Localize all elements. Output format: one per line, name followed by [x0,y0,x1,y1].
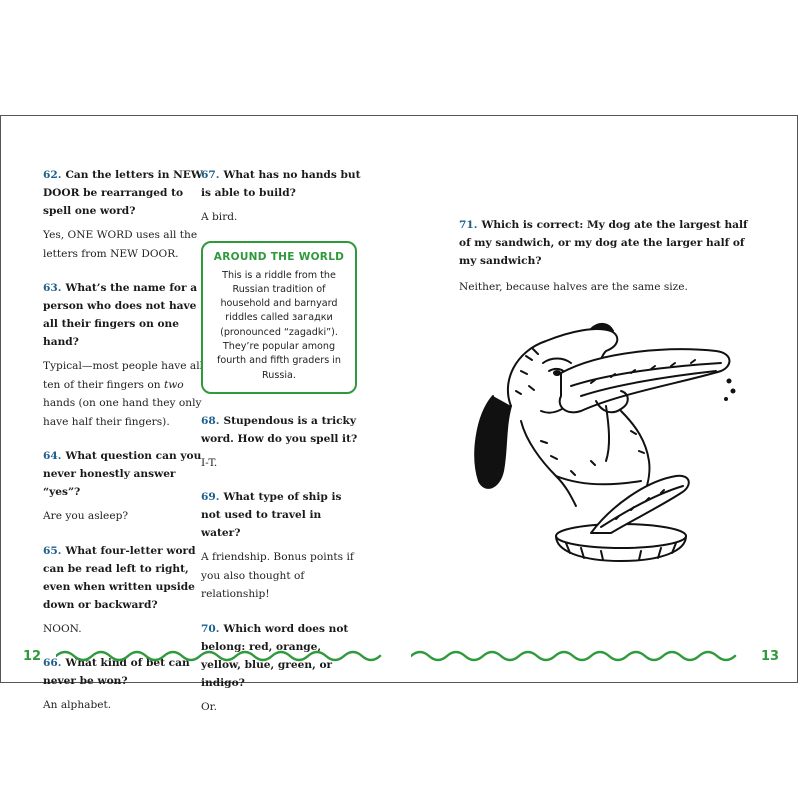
riddle-70 [201,620,361,717]
page-number-left: 12 [23,649,42,664]
riddle-number: 68. [201,414,220,427]
riddle-number: 70. [201,622,220,635]
book-spread [0,115,798,713]
riddle-answer: Are you asleep? [43,510,129,522]
riddle-number: 63. [43,282,62,294]
riddle-number: 69. [201,491,220,504]
riddle-question: What type of ship is not used to travel in water? [201,491,342,540]
riddle-question: What kind of bet can never be won? [43,657,190,687]
riddle-number: 64. [43,450,62,462]
riddle-question: Stupendous is a tricky word. How do you spell it? [201,414,358,445]
riddle-question: Which word does not belong: red, orange, yellow, blue, green, or indigo? [201,622,349,689]
riddle-question: What four-letter word can be read left to right, even when written upside down or backward? [43,544,196,611]
riddle-answer: An alphabet. [43,699,112,711]
riddle-number: 62. [43,169,62,181]
riddle-question: What has no hands but is able to build? [201,169,361,199]
page-number-right: 13 [761,649,780,664]
around-the-world-sidebar [201,241,357,394]
riddle-71 [459,216,759,297]
sidebar-text: This is a riddle from the Russian tradition of household and barnyard riddles called загадки (pronounced “zagadki”). They’re popular among fourth and fifth graders in Russia. [216,269,342,381]
riddle-answer: Neither, because halves are the same size. [459,281,688,293]
riddle-number: 67. [201,169,220,181]
riddle-number: 65. [43,544,62,557]
riddle-68 [201,412,361,473]
wavy-divider-left [56,646,386,666]
riddle-67 [201,166,361,227]
riddle-answer: NOON. [43,622,82,635]
riddle-answer: A bird. [201,211,238,223]
riddle-number: 71. [459,219,478,231]
riddle-63 [43,279,213,431]
riddle-number: 66. [43,657,62,669]
riddle-answer: A friendship. Bonus points if you also thought of relationship! [201,551,354,601]
riddle-65 [43,542,213,639]
wavy-divider-right [411,646,751,666]
dog-eating-sandwich-illustration [471,311,751,566]
riddle-62 [43,166,213,263]
riddle-answer: I-T. [201,456,218,469]
riddle-question: What’s the name for a person who does not have all their fingers on one hand? [43,282,198,348]
sidebar-title: AROUND THE WORLD [213,250,345,263]
riddle-question: Can the letters in NEW DOOR be rearranged to spell one word? [43,169,203,217]
riddle-question: Which is correct: My dog ate the largest half of my sandwich, or my dog ate the larger half of my sandwich? [459,219,748,267]
riddle-64 [43,447,213,526]
riddle-answer: Yes, ONE WORD uses all the letters from NEW DOOR. [43,229,198,260]
riddle-answer: Or. [201,700,217,713]
riddle-answer: Typical—most people have all ten of their fingers on two hands (on one hand they only have half their fingers). [43,360,204,428]
riddle-69 [201,488,361,604]
riddle-question: What question can you never honestly answer “yes”? [43,450,202,498]
